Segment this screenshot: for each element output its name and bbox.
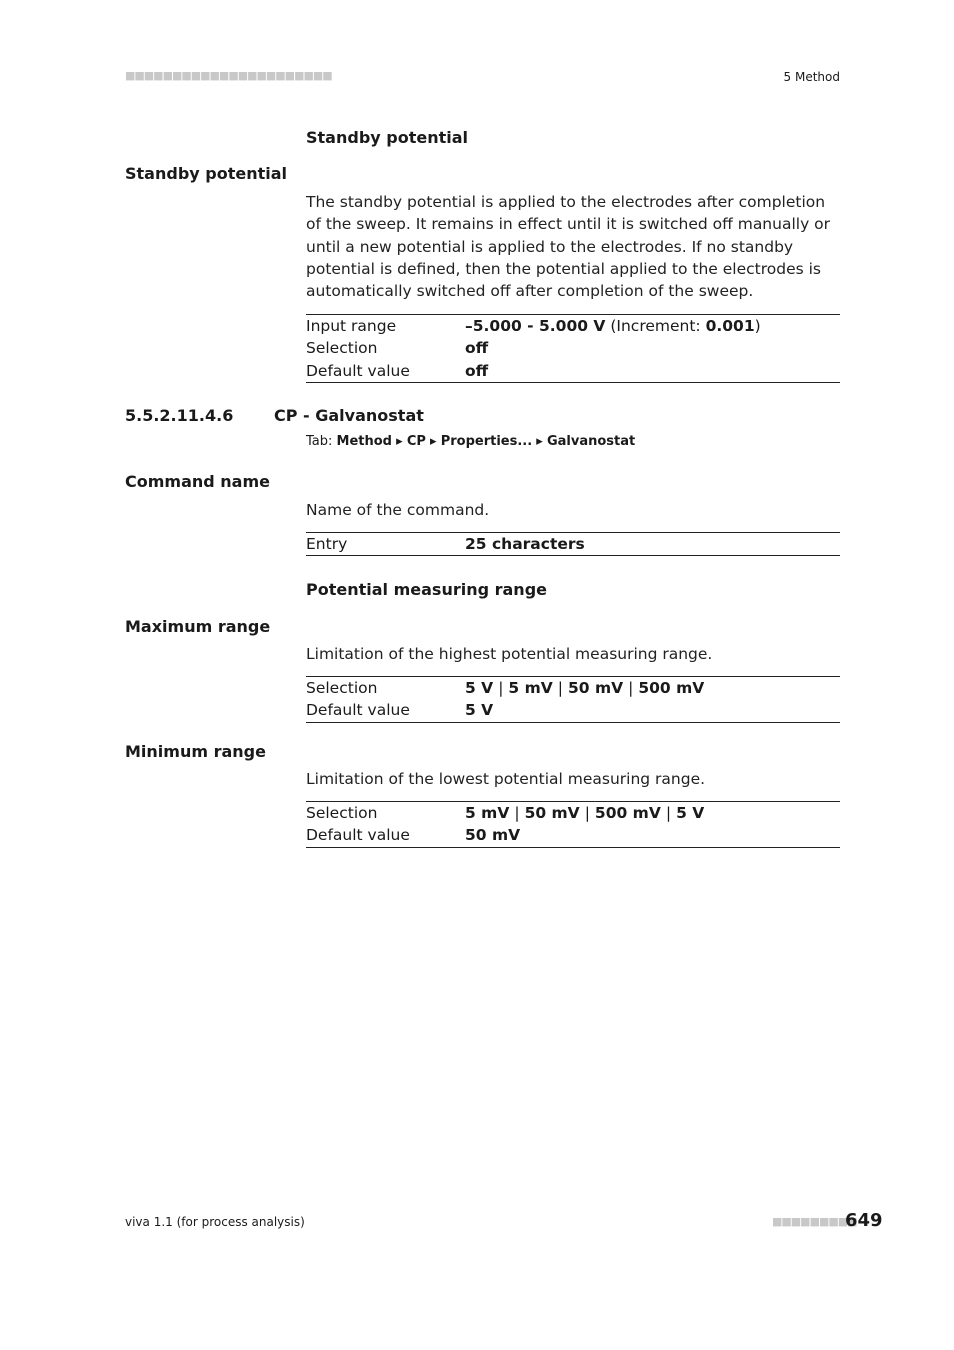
maximum-range-description: Limitation of the highest potential measuring range.: [306, 645, 713, 663]
row-value: –5.000 - 5.000 V (Increment: 0.001): [465, 317, 761, 335]
breadcrumb-item: Method: [336, 434, 392, 449]
row-key: Default value: [306, 826, 410, 845]
arrow-icon: ▸: [536, 434, 543, 449]
arrow-icon: ▸: [396, 434, 403, 449]
command-name-table: [306, 532, 840, 556]
table-row: [306, 699, 840, 721]
row-key: Default value: [306, 701, 410, 720]
minimum-range-label: Minimum range: [125, 742, 266, 761]
standby-subheading: Standby potential: [306, 128, 469, 147]
row-key: Selection: [306, 804, 378, 822]
row-value: off: [465, 339, 489, 358]
potential-range-subheading: Potential measuring range: [306, 580, 547, 599]
table-row: [306, 360, 840, 382]
maximum-range-label: Maximum range: [125, 617, 271, 636]
command-name-label: Command name: [125, 472, 270, 491]
section-number: 5.5.2.11.4.6: [125, 406, 234, 425]
minimum-range-description: Limitation of the lowest potential measuring range.: [306, 770, 706, 788]
header-dots: ■■■■■■■■■■■■■■■■■■■■■■: [125, 69, 332, 82]
standby-description: The standby potential is applied to the electrodes after completion of the sweep. It remains in effect until it is switched off manually or until a new potential is applied to the electrodes. If no standby potential is defined, then the potential applied to the electrodes is automatically switched off after completion of the sweep.: [306, 193, 831, 301]
breadcrumb-item: CP: [406, 434, 426, 449]
row-key: Default value: [306, 361, 410, 380]
standby-label: Standby potential: [125, 164, 288, 183]
row-value: off: [465, 361, 489, 380]
footer-dots: ■■■■■■■■■: [772, 1215, 857, 1228]
table-row: [306, 824, 840, 846]
breadcrumb-item: Properties...: [440, 434, 533, 449]
maximum-range-table: [306, 676, 840, 723]
table-row: [306, 337, 840, 359]
row-value: 25 characters: [465, 535, 585, 553]
minimum-range-table: [306, 801, 840, 848]
row-key: Entry: [306, 535, 348, 553]
tab-prefix: Tab:: [306, 434, 333, 449]
row-key: Selection: [306, 679, 378, 697]
standby-table: [306, 314, 840, 383]
arrow-icon: ▸: [430, 434, 437, 449]
row-key: Input range: [306, 317, 397, 335]
breadcrumb-item: Galvanostat: [546, 434, 636, 449]
tab-breadcrumb: [306, 434, 635, 449]
table-row: [306, 677, 840, 699]
page-number: 649: [845, 1210, 883, 1231]
section-title: CP - Galvanostat: [274, 406, 424, 425]
command-name-description: Name of the command.: [306, 501, 490, 519]
footer-product: viva 1.1 (for process analysis): [125, 1215, 305, 1229]
row-key: Selection: [306, 339, 378, 358]
table-row: [306, 315, 840, 337]
table-row: [306, 802, 840, 824]
chapter-label: 5 Method: [783, 70, 840, 84]
table-row: [306, 533, 840, 555]
row-value: 5 V: [465, 701, 494, 720]
row-value: 5 mV | 50 mV | 500 mV | 5 V: [465, 804, 705, 822]
row-value: 5 V | 5 mV | 50 mV | 500 mV: [465, 679, 705, 697]
row-value: 50 mV: [465, 826, 521, 845]
